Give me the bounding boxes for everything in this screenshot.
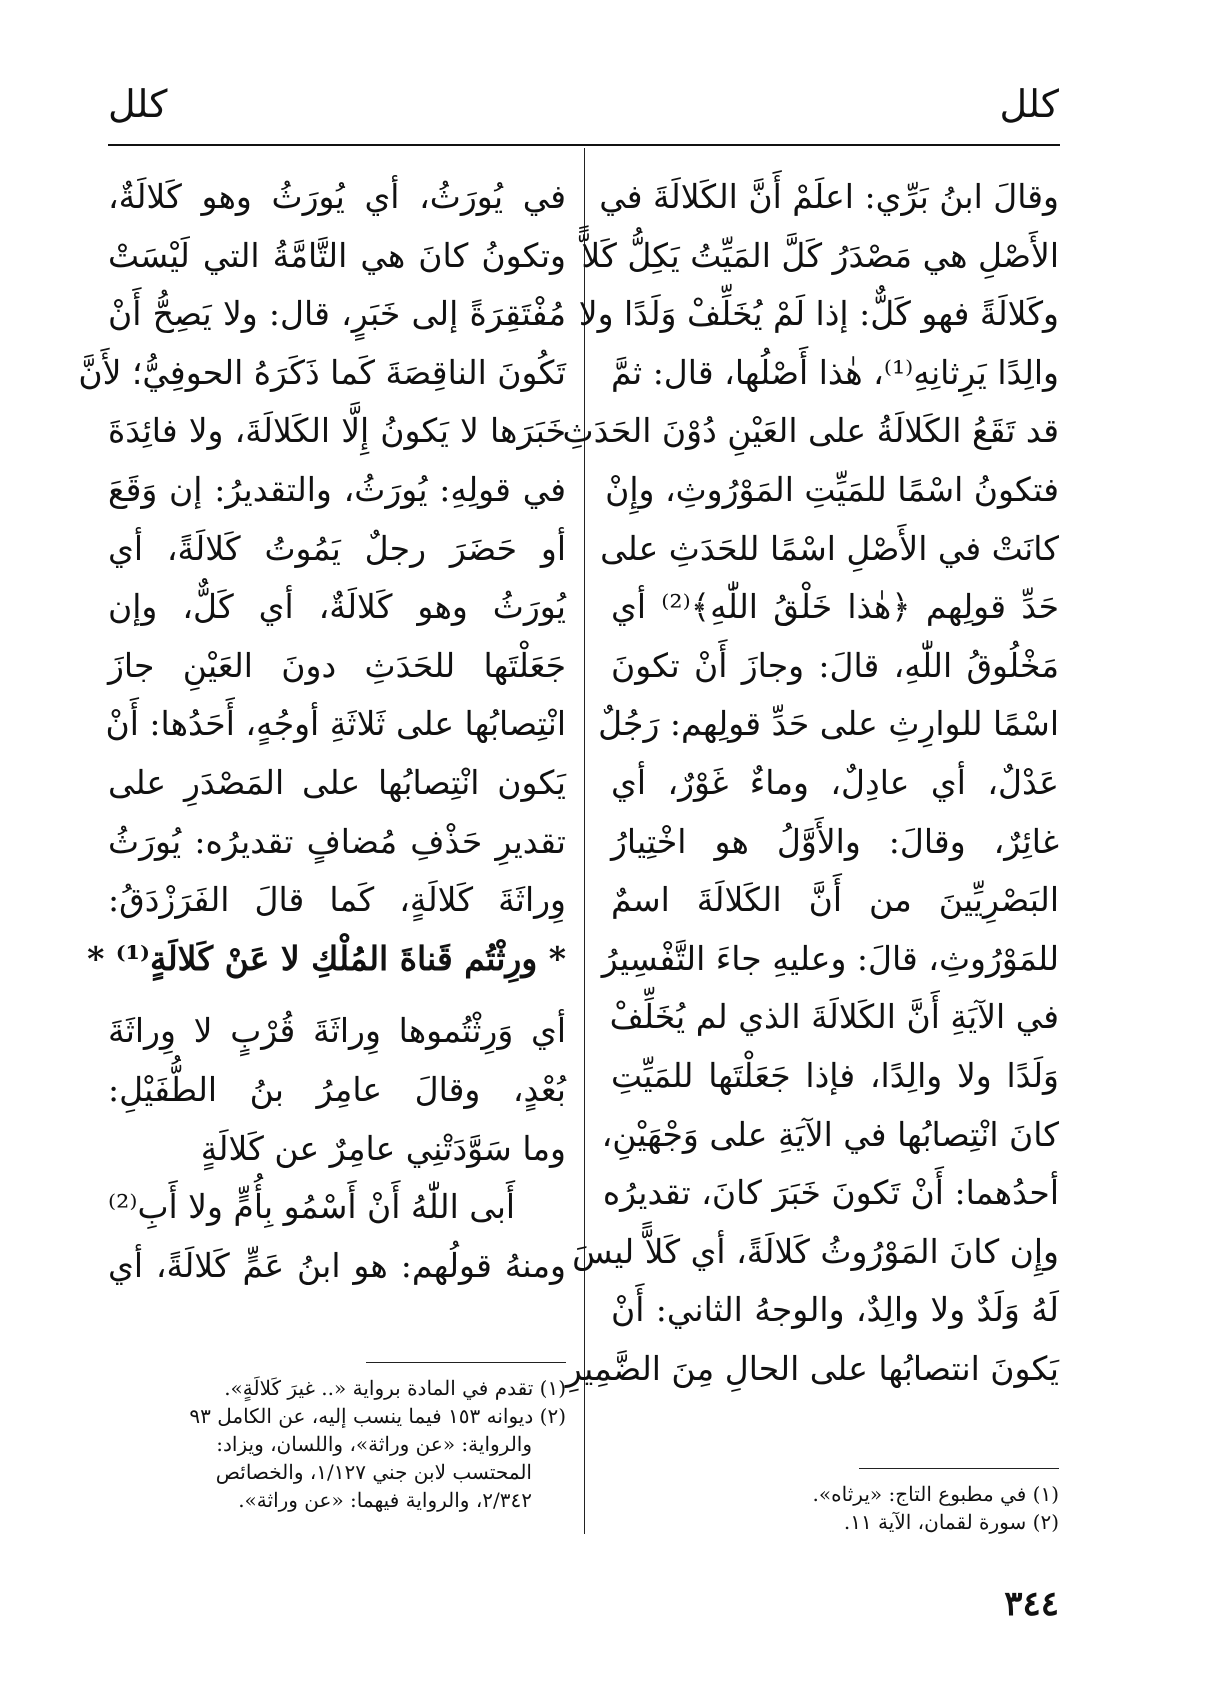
text-line: مَخْلُوقُ اللّٰهِ، قالَ: وجازَ أَنْ تكونَ <box>611 645 1059 685</box>
poem-second-hemistich: أَبى اللّٰهُ أَنْ أَسْمُو بِأُمٍّ ولا أَبِ⁽²⁾ <box>108 1187 516 1227</box>
text-line: حَدِّ قولِهم ﴿هٰذا خَلْقُ اللّٰهِ﴾⁽²⁾ أي <box>611 587 1060 627</box>
text-line: أو حَضَرَ رجلٌ يَمُوتُ كَلالَةً، أي <box>108 528 566 568</box>
running-header-right: كلل <box>999 82 1059 126</box>
text-line: البَصْرِيِّينَ من أَنَّ الكَلالَةَ اسمٌ <box>611 880 1059 920</box>
text-line: وكَلالَةً فهو كَلٌّ: إذا لَمْ يُخَلِّفْ وَلَدًا ولا <box>578 294 1059 334</box>
text-line: يَكون انْتِصابُها على المَصْدَرِ على <box>108 762 566 802</box>
footnote-continuation: ٢/٣٤٢، والرواية فيهما: «عن وراثة». <box>238 1488 532 1512</box>
text-line: كانَ انْتِصابُها في الآيَةِ على وَجْهَيْنِ، <box>601 1114 1059 1154</box>
text-line: كانَتْ في الأَصْلِ اسْمًا للحَدَثِ على <box>600 528 1059 568</box>
left-text-column <box>78 168 566 1295</box>
text-line: الأَصْلِ هي مَصْدَرُ كَلَّ المَيِّتُ يَكِلُّ كَلاًّ <box>581 235 1059 275</box>
footnotes-right <box>619 1480 1059 1536</box>
footnote: (١) في مطبوع التاج: «يرثاه». <box>812 1482 1059 1506</box>
text-line: تَكُونَ الناقِصَةَ كَما ذَكَرَهُ الحوفِيُّ؛ لأَنَّ <box>78 352 566 392</box>
text-line: في الآيَةِ أَنَّ الكَلالَةَ الذي لم يُخَلِّفْ <box>609 997 1059 1037</box>
verse-quotation: * ورِثْتُم قَناةَ المُلْكِ لا عَنْ كَلالَةٍ⁽¹⁾ * <box>87 938 566 978</box>
text-line: بُعْدٍ، وقالَ عامِرُ بنُ الطُّفَيْلِ: <box>108 1069 566 1109</box>
text-line: للمَوْرُوثِ، قالَ: وعليهِ جاءَ التَّفْسِيرُ <box>601 938 1059 978</box>
footnote-continuation: المحتسب لابن جني ١/١٢٧، والخصائص <box>215 1460 532 1484</box>
text-line: وِراثَةَ كَلالَةٍ، كَما قالَ الفَرَزْدَقُ: <box>108 880 566 920</box>
text-line: وقالَ ابنُ بَرِّي: اعلَمْ أَنَّ الكَلالَةَ في <box>599 177 1059 216</box>
text-line: مُفْتَقِرَةً إلى خَبَرٍ، قال: ولا يَصِحُّ أَنْ <box>108 294 566 334</box>
text-line: في قولِهِ: يُورَثُ، والتقديرُ: إن وَقَعَ <box>108 469 566 509</box>
footnote: (٢) ديوانه ١٥٣ فيما ينسب إليه، عن الكامل ٩٣ <box>189 1404 566 1428</box>
text-line: يَكونَ انتصابُها على الحالِ مِنَ الضَّمِيرِ <box>565 1348 1059 1388</box>
text-line: خَبَرَها لا يَكونُ إِلَّا الكَلالَةَ، ولا فائِدَةَ <box>108 411 566 451</box>
text-line: ومنهُ قولُهم: هو ابنُ عَمٍّ كَلالَةً، أي <box>108 1245 566 1285</box>
header-rule <box>108 144 1060 146</box>
text-line: والِدًا يَرِثانِهِ⁽¹⁾، هٰذا أَصْلُها، قال: ثمَّ <box>611 352 1059 392</box>
text-line: فتكونُ اسْمًا للمَيِّتِ المَوْرُوثِ، وإِنْ <box>605 469 1059 509</box>
text-line: في يُورَثُ، أي يُورَثُ وهو كَلالَةٌ، <box>108 177 566 216</box>
text-line: وَلَدًا ولا والِدًا، فإذا جَعَلْتَها للمَيِّتِ <box>611 1055 1059 1095</box>
text-line: اسْمًا للوارِثِ على حَدِّ قولِهم: رَجُلٌ <box>598 704 1059 744</box>
running-header-left: كلل <box>108 82 168 126</box>
footnote-continuation: والرواية: «عن وراثة»، واللسان، ويزاد: <box>216 1432 532 1456</box>
text-line: وتكونُ كانَ هي التَّامَّةُ التي لَيْسَتْ <box>108 235 566 275</box>
text-line: أي وَرِثْتُموها وِراثَةَ قُرْبٍ لا وِراثَةَ <box>108 1011 566 1051</box>
text-line: أحدُهما: أَنْ تَكونَ خَبَرَ كانَ، تقديرُه <box>602 1173 1059 1213</box>
column-divider <box>584 148 585 1534</box>
text-line: قد تَقَعُ الكَلالَةُ على العَيْنِ دُوْنَ الحَدَثِ <box>562 411 1059 451</box>
right-text-column <box>562 168 1060 1398</box>
text-line: انْتِصابُها على ثَلاثَةِ أوجُهٍ، أَحَدُها: أَنْ <box>105 704 566 744</box>
text-line: غائِرٌ، وقالَ: والأَوَّلُ هو اخْتِيارُ <box>611 821 1059 861</box>
text-line: وإِن كانَ المَوْرُوثُ كَلالَةً، أي كَلاًّ ليسَ <box>572 1231 1059 1271</box>
poem-first-hemistich: وما سَوَّدَتْنِي عامِرٌ عن كَلالَةٍ <box>200 1128 566 1168</box>
footnotes-left <box>108 1374 566 1514</box>
text-line: تقديرِ حَذْفِ مُضافٍ تقديرُه: يُورَثُ <box>108 821 566 861</box>
text-line: عَدْلٌ، أي عادِلٌ، وماءٌ غَوْرٌ، أي <box>611 762 1059 802</box>
footnote-rule-left <box>366 1362 566 1363</box>
text-line: يُورَثُ وهو كَلالَةٌ، أي كَلٌّ، وإن <box>108 587 566 627</box>
text-line: لَهُ وَلَدٌ ولا والِدٌ، والوجهُ الثاني: أَنْ <box>611 1290 1059 1330</box>
page-number: ٣٤٤ <box>1004 1584 1059 1624</box>
footnote: (١) تقدم في المادة برواية «.. غيرَ كَلالَةٍ». <box>224 1376 566 1400</box>
text-line: جَعَلْتَها للحَدَثِ دونَ العَيْنِ جازَ <box>108 645 566 685</box>
footnote-rule-right <box>859 1468 1059 1469</box>
footnote: (٢) سورة لقمان، الآية ١١. <box>843 1510 1059 1534</box>
